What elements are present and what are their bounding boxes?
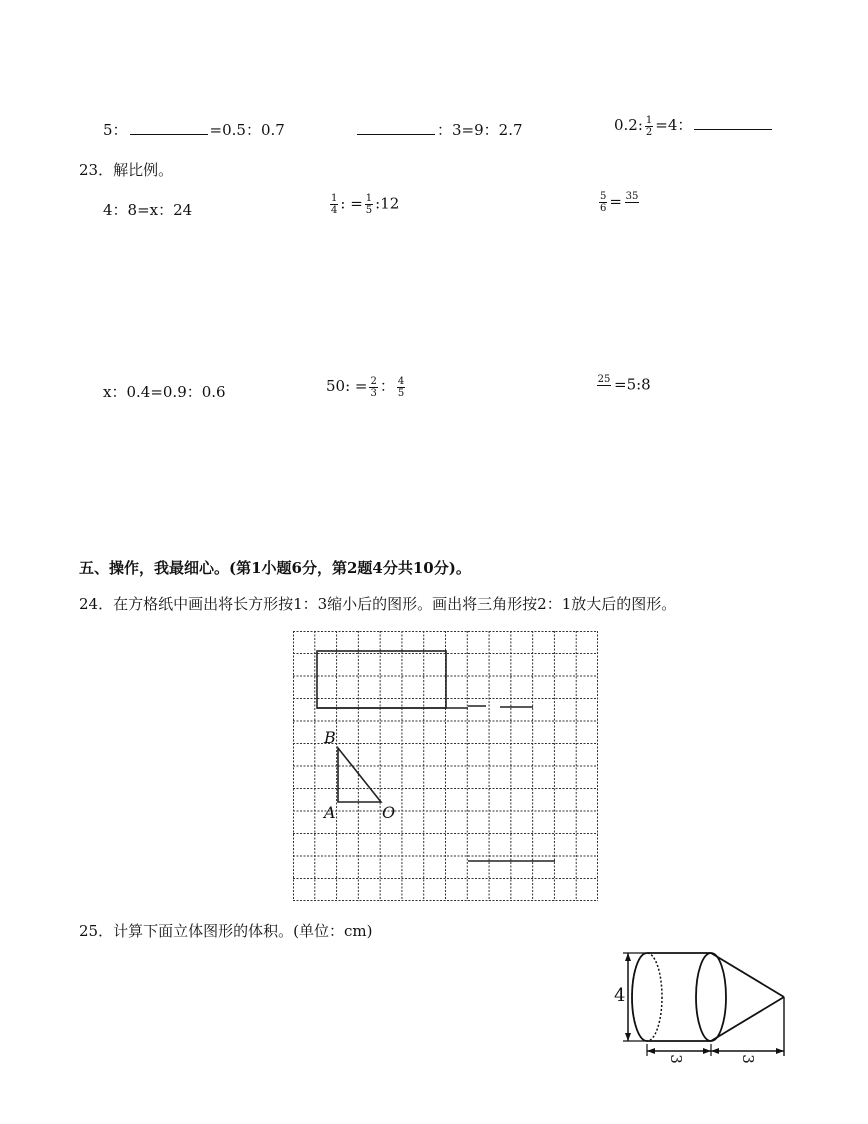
question-25-text: 25．计算下面立体图形的体积。(单位：cm): [79, 922, 373, 940]
solid-svg: [600, 940, 800, 1070]
cone-edge-bottom: [711, 997, 784, 1041]
cylinder-right-face: [696, 953, 726, 1041]
ratio-item-3-prefix: 0.2:: [614, 116, 643, 134]
fraction: $\frac{1}{5}$: [365, 193, 373, 216]
ratio-item-1-suffix: =0.5：0.7: [209, 121, 285, 139]
section-5-heading: 五、操作，我最细心。(第1小题6分，第2题4分共10分)。: [79, 559, 471, 577]
ratio-item-1-prefix: 5：: [103, 121, 128, 139]
dimension-height: 4: [614, 985, 626, 1006]
grid-svg: [293, 631, 598, 901]
answer-blank[interactable]: [130, 120, 208, 135]
answer-blank[interactable]: [357, 120, 435, 135]
ratio-item-2-suffix: ：3=9：2.7: [437, 121, 523, 139]
fraction: $\frac{5}{6}$: [600, 191, 607, 214]
proportion-4: x：0.4=0.9：0.6: [103, 383, 226, 401]
proportion-6: 25 =5:8: [594, 374, 651, 397]
fraction: $\frac{1}{4}$: [331, 193, 338, 216]
fraction: 35: [625, 191, 639, 202]
proportion-3: $\frac{5}{6}$ = 35: [600, 191, 639, 214]
cylinder-cone-figure: [600, 940, 800, 1070]
proportion-5: 50: = $\frac{2}{3}$ ： $\frac{4}{5}$: [326, 375, 405, 399]
fraction: $\frac{4}{5}$: [397, 375, 405, 399]
fraction: 25: [597, 374, 611, 385]
grid-paper[interactable]: [293, 631, 598, 901]
fraction: $\frac{1}{2}$: [645, 114, 653, 138]
answer-blank[interactable]: [694, 115, 772, 130]
fraction: $\frac{2}{3}$: [370, 375, 377, 399]
point-label-b: B: [324, 728, 336, 747]
dimension-cone-length: 3: [738, 1054, 757, 1064]
proportion-2: $\frac{1}{4}$ : = $\frac{1}{5}$ :12: [331, 193, 400, 216]
proportion-1: 4：8=x：24: [103, 201, 193, 219]
ratio-item-3: [614, 114, 774, 138]
triangle-shape: [338, 748, 381, 802]
question-23-title: 23．解比例。: [79, 161, 174, 179]
ratio-item-2: [355, 119, 523, 140]
ratio-item-1: [103, 119, 285, 140]
point-label-o: O: [382, 803, 396, 822]
point-label-a: A: [324, 803, 336, 822]
cone-edge-top: [711, 953, 784, 997]
question-24-text: 24．在方格纸中画出将长方形按1：3缩小后的图形。画出将三角形按2：1放大后的图形。: [79, 595, 677, 613]
ratio-item-3-suffix: =4：: [655, 116, 693, 134]
dimension-cylinder-length: 3: [666, 1054, 685, 1064]
